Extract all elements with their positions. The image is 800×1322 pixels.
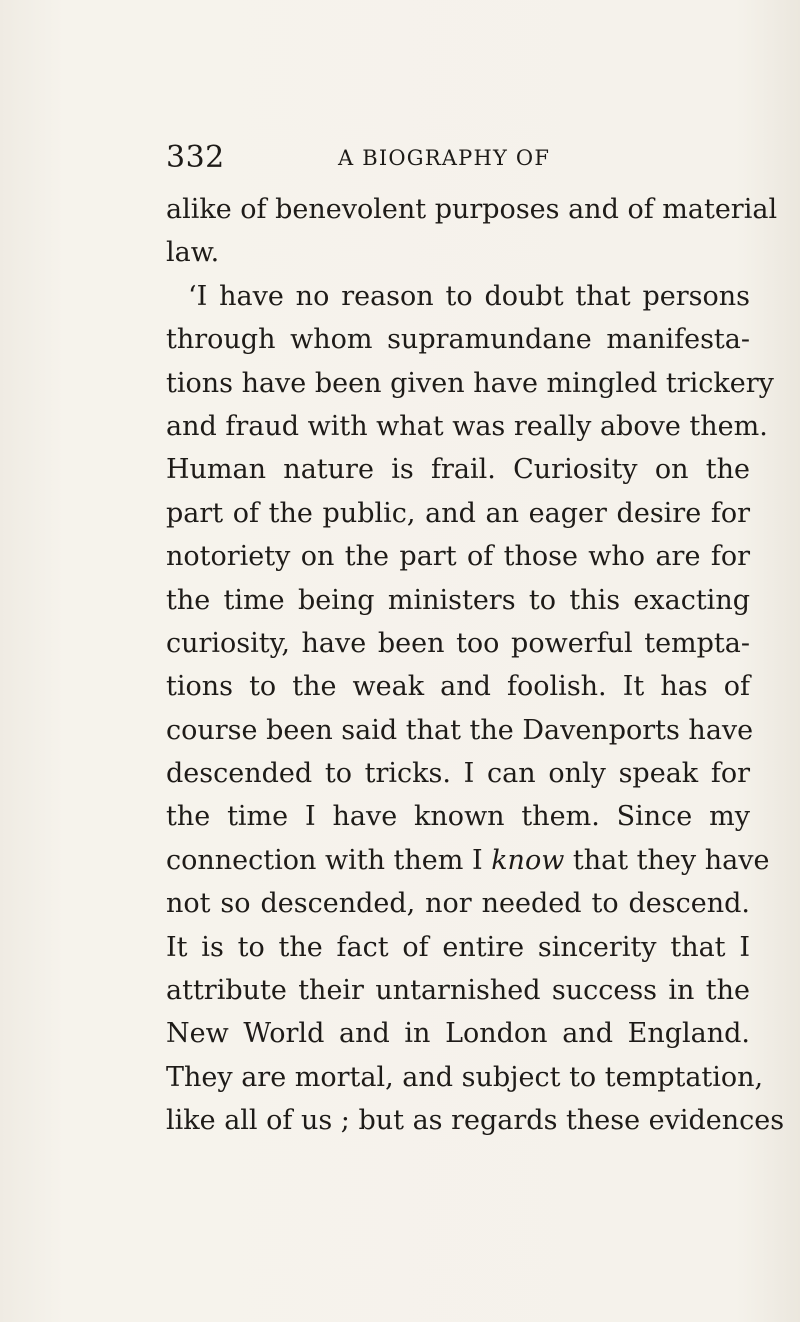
text-line: alike of benevolent purposes and of material xyxy=(166,194,778,225)
text-line: tions to the weak and foolish. It has of xyxy=(166,671,750,703)
body-text xyxy=(166,188,785,1143)
text-line: and fraud with what was really above them. xyxy=(166,410,768,442)
text-fragment: connection with them I xyxy=(166,844,492,876)
text-line: part of the public, and an eager desire for xyxy=(166,497,750,529)
text-line: through whom supramundane manifesta- xyxy=(166,324,750,356)
text-line: Human nature is frail. Curiosity on the xyxy=(166,454,750,486)
text-line: ‘I have no reason to doubt that persons xyxy=(188,280,750,312)
page-header xyxy=(166,140,746,180)
text-line: descended to tricks. I can only speak for xyxy=(166,758,750,790)
text-line: curiosity, have been too powerful tempta- xyxy=(166,627,750,659)
text-line: like all of us ; but as regards these evidences xyxy=(166,1105,785,1137)
text-line: law. xyxy=(166,237,220,269)
text-fragment: that they have xyxy=(564,844,770,876)
text-line: They are mortal, and subject to temptation, xyxy=(166,1061,764,1093)
running-head: A BIOGRAPHY OF xyxy=(338,146,551,170)
text-line: the time being ministers to this exacting xyxy=(166,584,750,616)
emphasized-word: know xyxy=(491,844,565,876)
text-line: New World and in London and England. xyxy=(166,1018,750,1050)
text-line: notoriety on the part of those who are for xyxy=(166,541,750,573)
text-line: course been said that the Davenports have xyxy=(166,714,754,746)
text-line: not so descended, nor needed to descend. xyxy=(166,888,750,920)
text-line: tions have been given have mingled trickery xyxy=(166,367,774,399)
text-line-with-emphasis xyxy=(166,839,770,882)
text-line: attribute their untarnished success in the xyxy=(166,975,750,1007)
text-line: the time I have known them. Since my xyxy=(166,801,750,833)
page-number: 332 xyxy=(166,140,225,175)
text-line: It is to the fact of entire sincerity that I xyxy=(166,931,750,963)
